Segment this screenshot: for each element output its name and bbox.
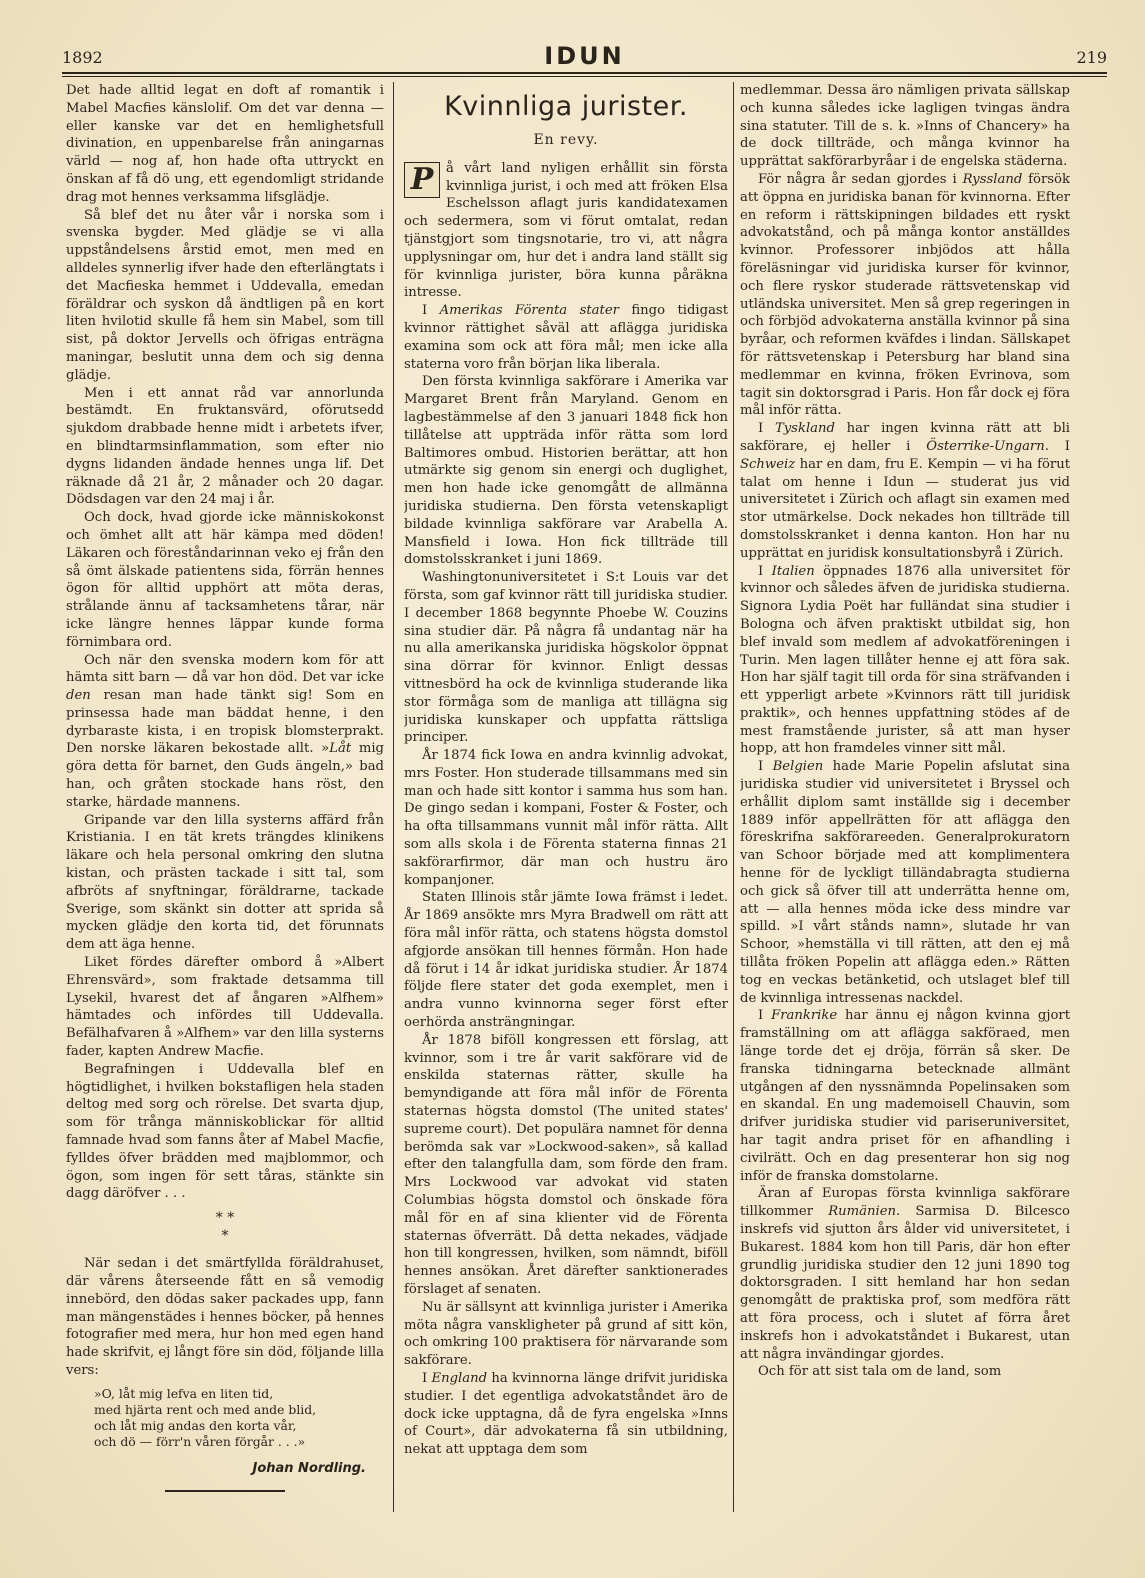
masthead-title: IDUN — [544, 42, 625, 70]
article-title: Kvinnliga jurister. — [444, 91, 688, 122]
end-rule — [165, 1490, 285, 1492]
poem — [94, 1386, 384, 1450]
page-header — [62, 40, 1107, 72]
paragraph: I Amerikas Förenta stater fingo tidigast kvinnor rättighet såväl att aflägga juridiska examina som ock att föra mål; men icke alla staterna voro från början lika liberala. — [404, 303, 728, 372]
header-year: 1892 — [62, 48, 103, 67]
column-divider-1 — [393, 82, 394, 1512]
paragraph: Äran af Europas första kvinnliga sakförare tillkommer Rumänien. Sarmisa D. Bilcesco inskrefs vid sjutton års ålder vid universitetet, i Bukarest. 1884 kom hon till Paris, där hon efter grundlig juridiska studier den 12 juni 1890 tog doktorsgraden. I sitt hemland har hon sedan genomgått de praktiska prof, som medföra rätt att föra process, och i slutet af förra året inskrefs hon i advokatståndet i Bukarest, utan att några invändingar gjordes. — [740, 1186, 1070, 1362]
column-1 — [66, 82, 384, 1512]
header-rule-thick — [62, 72, 1107, 74]
paragraph: Gripande var den lilla systerns affärd från Kristiania. I en tät krets trängdes klinikens läkare och hela personal omkring den slutna kistan, och prästen tackade i sitt tal, som afbröts af snyftningar, föräldrarne, tackade Sverige, som skänkt sin dotter att sprida så mycken glädje den korta tid, det förunnats dem att äga henne. — [66, 812, 384, 953]
paragraph: Och för att sist tala om de land, som — [758, 1364, 1002, 1380]
paragraph: Washingtonuniversitetet i S:t Louis var det första, som gaf kvinnor rätt till juridiska studier. I december 1868 begynnte Phoebe W. Couzins sina studier där. På några få undantag när ha nu alla amerikanska juridiska högskolor öppnat sina dörrar för kvinnor. Enligt dessas vittnesbörd ha ock de kvinnliga studerande lika stor förmåga som de manliga att tillägna sig juridiska kunskaper och uppfatta rättsliga principer. — [404, 570, 728, 746]
page-number: 219 — [1076, 48, 1107, 67]
article-subtitle: En revy. — [533, 132, 599, 148]
paragraph: Och dock, hvad gjorde icke människokonst och ömhet allt att här kämpa med döden! Läkaren och föreståndarinnan veko ej från den så ömt älskade patientens sida, förrän hennes ögon för alltid upphört att möta deras, strålande ännu af tacksamhetens tårar, när icke längre hennes läppar kunde forma förnimbara ord. — [66, 510, 384, 650]
paragraph: P å vårt land nyligen erhållit sin första kvinnliga jurist, i och med att fröken Elsa Eschelsson aflagt juris kandidatexamen och sedermera, som vi förut omtalat, redan tjänstgjort som tingsnotarie, tro vi, att några upplysningar om, hur det i andra land ställt sig för kvinnliga jurister, böra kunna påräkna intresse. — [404, 160, 728, 301]
paragraph: För några år sedan gjordes i Ryssland försök att öppna en juridiska banan för kvinnorna. Efter en reform i rättskipningen bildades ett ryskt advokatstånd, och på många kontor anställdes kvinnor. Professorer inbjödos att hålla föreläsningar vid juridiska kurser för kvinnor, och flere ryskor studerade rättsvetenskap vid utländska universitet. Men så grep regeringen in och förbjöd advokaterna anställa kvinnor på sina byråar, och reformen kväfdes i lindan. Sällskapet för rättsvetenskap i Petersburg har bland sina medlemmar en kvinna, fröken Evrinova, som tagit sin doktorsgrad i Paris. Hon får dock ej föra mål inför rätta. — [740, 171, 1070, 419]
author-signature: Johan Nordling. — [252, 1460, 366, 1476]
section-break: * * * — [215, 1210, 235, 1245]
paragraph: Liket fördes därefter ombord å »Albert Ehrensvärd», som fraktade detsamma till Lysekil, hvarest det af ångaren »Alfhem» hämtades och infördes till Uddevalla. Befälhafvaren å »Alfhem» var den lilla systerns fader, kapten Andrew Macfie. — [66, 955, 384, 1060]
paragraph: medlemmar. Dessa äro nämligen privata sällskap och kunna således icke lagligen tvingas ändra sina statuter. Till de s. k. »Inns of Chancery» ha de dock tillträde, och många kvinnor ha upprättat sakförarbyråar i de engelska städerna. — [740, 83, 1070, 170]
paragraph: Den första kvinnliga sakförare i Amerika var Margaret Brent från Maryland. Genom en lagbestämmelse af den 3 januari 1848 fick hon tillåtelse att uppträda inför rätta som lord Baltimores ombud. Historien berättar, att hon utmärkte sig genom sin energi och duglighet, men hon hade icke genomgått de allmänna juridiska studierna. Den första vetenskapligt bildade kvinnliga sakförare var Arabella A. Mansfield i Iowa. Hon fick tillträde till domstolsskranket i juni 1869. — [404, 374, 728, 568]
paragraph: I England ha kvinnorna länge drifvit juridiska studier. I det egentliga advokatståndet äro de dock icke upptagna, då de fyra engelska »Inns of Court», där advokaterna få sin utbildning, nekat att upptaga dem som — [404, 1370, 728, 1458]
paragraph: I Italien öppnades 1876 alla universitet för kvinnor och således äfven de juridiska studierna. Signora Lydia Poët har fulländat sina studier i Bologna och äfven praktiskt utbildat sig, hon blef invald som medlem af advokatföreningen i Turin. Men lagen tillåter henne ej att föra sak. Hon har själf tagit till orda för sina sträfvanden i ett ypperligt arbete »Kvinnors rätt till juridisk praktik», och hennes uppfattning stödes af de mest framstående jurister, så att man hyser hopp, att hon framdeles vinner sitt mål. — [740, 563, 1070, 757]
paragraph: År 1874 fick Iowa en andra kvinnlig advokat, mrs Foster. Hon studerade tillsammans med sin man och hade sitt kontor i samma hus som han. De gingo sedan i kompani, Foster & Foster, och ha ofta tillsammans vunnit mål inför rätta. Allt som alls skola i de Förenta staterna finnas 21 sakförarfirmor, där man och hustru äro kompanjoner. — [404, 748, 728, 888]
paragraph: I Tyskland har ingen kvinna rätt att bli sakförare, ej heller i Österrike-Ungarn. I Schweiz har en dam, fru E. Kempin — vi ha förut talat om henne i Idun — studerat jus vid universitetet i Zürich och aflagt sin examen med stor utmärkelse. Dock nekades hon tillträde till domstolsskranket i denna kanton. Hon har nu upprättat en juridisk konsultationsbyrå i Zürich. — [740, 421, 1070, 561]
column-divider-2 — [733, 82, 734, 1512]
paragraph: Men i ett annat råd var annorlunda bestämdt. En fruktansvärd, oförutsedd sjukdom drabbade henne midt i arbetets ifver, en blindtarmsinflammation, som efter nio dygns lidanden ändade hennes unga lif. Det räknade då 21 år, 2 månader och 20 dagar. Dödsdagen var den 24 maj i år. — [66, 385, 384, 508]
paragraph: Så blef det nu åter vår i norska som i svenska bygder. Med glädje se vi alla uppståndelsens årstid emot, men med en alldeles synnerlig ifver hade den efterlängtats i det Macfieska hemmet i Uddevalla, emedan föräldrar och syskon då ändtligen på en kort liten hvilotid skulle få hem sin Mabel, som till sist, på doktor Jervells och öfrigas enträgna maningar, beslutit unna dem och sig denna glädje. — [66, 207, 384, 383]
paragraph: När sedan i det smärtfyllda föräldrahuset, där vårens återseende fått en så vemodig innebörd, den dödas saker packades upp, fann man mängenstädes i hennes böcker, på hennes fotografier med mera, hur hon med egen hand hade skrifvit, ej långt före sin död, följande lilla vers: — [66, 1256, 384, 1378]
paragraph: I Frankrike har ännu ej någon kvinna gjort framställning om att aflägga sakföraed, men länge torde det ej dröja, förrän så sker. De franska tidningarna betecknade allmänt utgången af den nyssnämnda Popelinsaken som en skandal. En ung mademoisell Chauvin, som drifver juridiska studier vid pariseruniversitet, har tagit andra priset för en afhandling i civilrätt. Och en dag presenterar hon sig nog inför de franska domstolarne. — [740, 1008, 1070, 1184]
column-2 — [404, 82, 728, 1512]
column-3 — [740, 82, 1070, 1512]
paragraph: Och när den svenska modern kom för att hämta sitt barn — då var hon död. Det var icke den resan man hade tänkt sig! Som en prinsessa hade man bäddat henne, i den dyrbaraste kista, i en tropisk blomsterprakt. Den norske läkaren bekostade allt. »Låt mig göra detta för barnet, den Guds ängeln,» bad han, och gråten stockade hans röst, den starke, härdade mannens. — [66, 652, 384, 810]
paragraph: Begrafningen i Uddevalla blef en högtidlighet, i hvilken bokstafligen hela staden deltog med sorg och rörelse. Det svarta djup, som för trånga människoblickar för alltid famnade hvad som fanns åter af Mabel Macfie, fylldes öfver brädden med majblommor, och ögon, som ingen för sett tåras, stänkte sin dagg däröfver . . . — [66, 1061, 384, 1202]
header-rule-thin — [62, 76, 1107, 77]
poem-line: »O, låt mig lefva en liten tid, — [94, 1385, 274, 1401]
poem-line: med hjärta rent och med ande blid, — [94, 1401, 317, 1417]
poem-line: och låt mig andas den korta vår, — [94, 1417, 297, 1433]
paragraph: I Belgien hade Marie Popelin afslutat sina juridiska studier vid universitetet i Bryssel och erhållit diplom samt inställde sig i december 1889 inför appellrätten för att aflägga den föreskrifna sakförareeden. Generalprokuratorn van Schoor började med att komplimentera henne för de lyckligt tilländabragta studierna och gick så öfver till att underrätta henne om, att — alla hennes möda icke dess mindre var spilld. »I vårt stånds namn», slutade hr van Schoor, »hemställa vi till rätten, att den ej må tillåta fröken Popelin att aflägga eden.» Rätten tog en veckas betänketid, och utslaget blef till de kvinnliga intressenas nackdel. — [740, 759, 1070, 1006]
paragraph: Nu är sällsynt att kvinnliga jurister i Amerika möta några vanskligheter på grund af sitt kön, och omkring 100 praktisera för närvarande som sakförare. — [404, 1299, 728, 1369]
paragraph: Det hade alltid legat en doft af romantik i Mabel Macfies känslolif. Om det var denna — eller kanske var det en hemlighetsfull divination, en uppenbarelse från aningarnas värld — nog af, hon hade ofta uttryckt en önskan af få dö ung, ett egendomligt stridande drag mot hennes verksamma lifsglädje. — [66, 83, 384, 205]
paragraph: År 1878 biföll kongressen ett förslag, att kvinnor, som i tre år varit sakförare vid de enskilda staternas rätter, skulle ha bemyndigande att föra mål inför de Förenta staternas högsta domstol (The united states' supreme court). Det populära namnet för denna berömda sak var »Lockwood-saken», så kallad efter den talangfulla dam, som förde den fram. Mrs Lockwood var advokat vid staten Columbias högsta domstol och önskade föra mål för en af sina klienter vid de Förenta staternas öfverrätt. Då detta nekades, vädjade hon till kongressen, hvilken, som nämndt, biföll hennes ansökan. Året därefter sanktionerades förslaget af senaten. — [404, 1032, 728, 1297]
drop-cap: P — [404, 162, 440, 198]
paragraph: Staten Illinois står jämte Iowa främst i ledet. År 1869 ansökte mrs Myra Bradwell om rätt att föra mål inför rätta, och statens högsta domstol afgjorde ansökan till hennes förmån. Hon hade då förut i 14 år idkat juridiska studier. År 1874 följde flere stater det goda exemplet, men i andra vunno kvinnorna seger först efter oerhörda ansträngningar. — [404, 890, 728, 1031]
poem-line: och dö — förr'n våren förgår . . .» — [94, 1433, 306, 1449]
